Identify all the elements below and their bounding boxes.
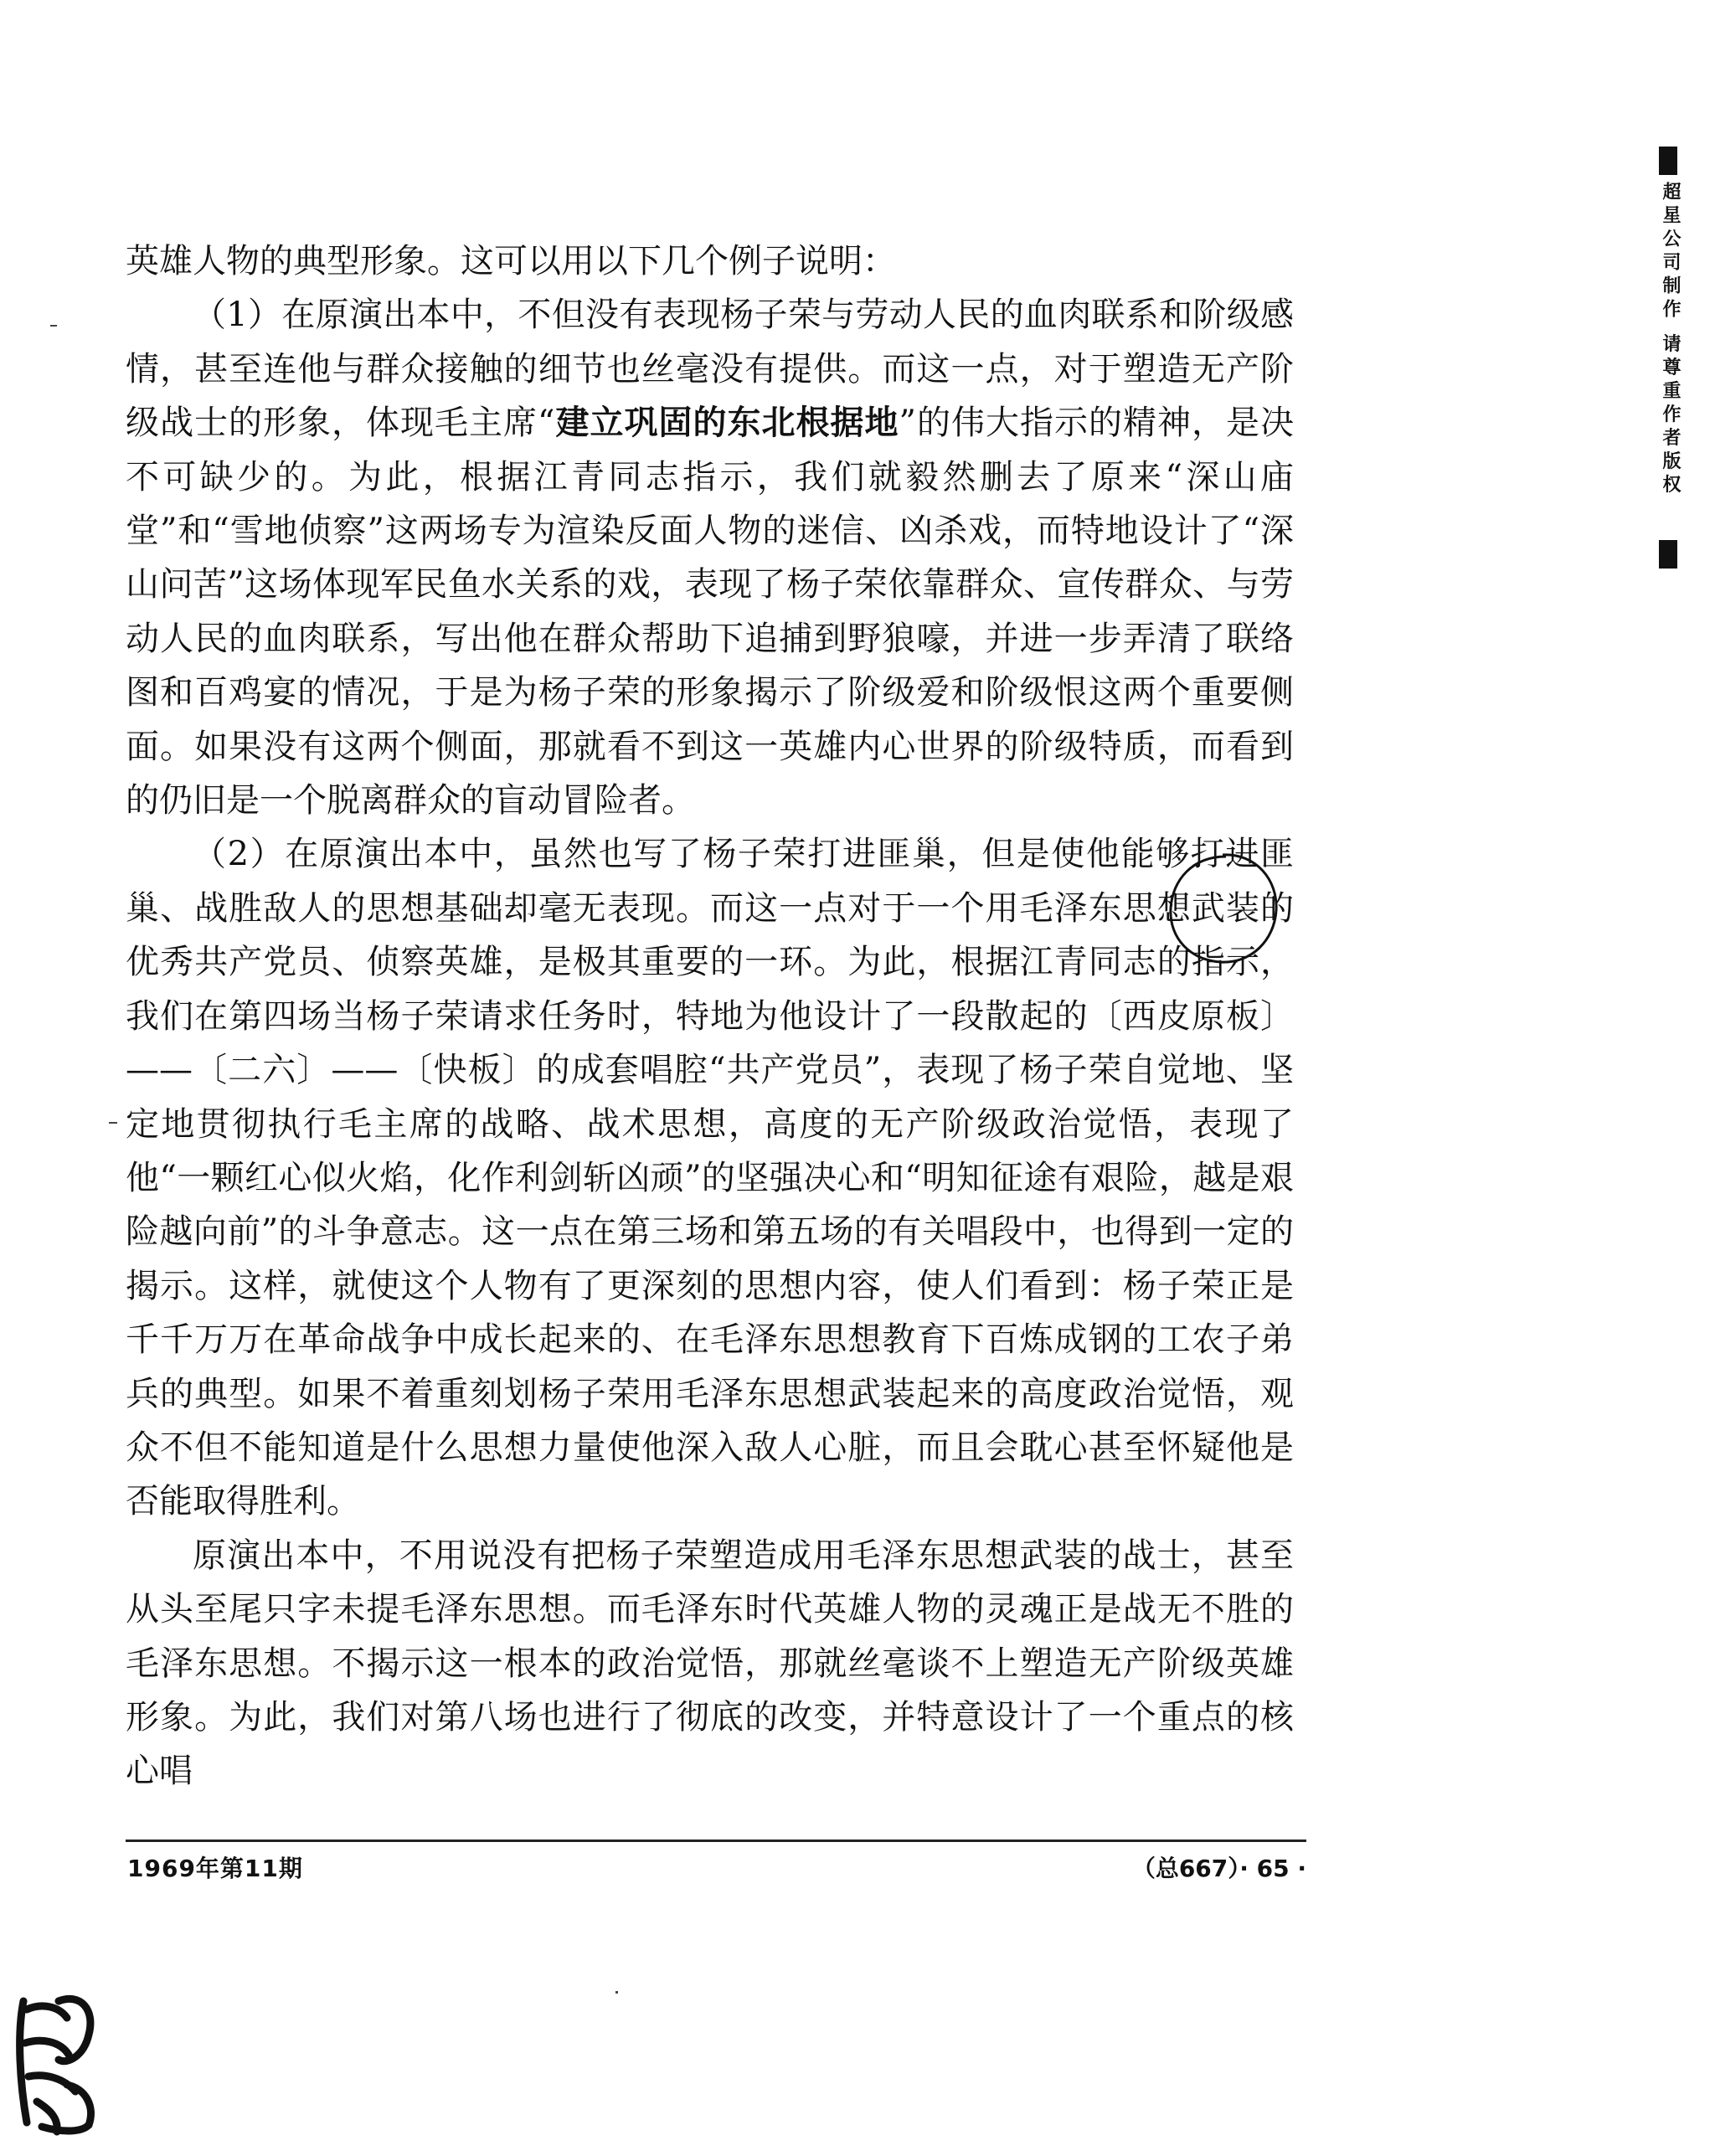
handwritten-circle-mark [1164, 850, 1281, 967]
footer-rule [126, 1840, 1306, 1842]
issue-label: 1969年第11期 [127, 1855, 303, 1882]
paragraph-3 [126, 1529, 1294, 1798]
scan-speck [109, 1122, 117, 1124]
side-bar-bottom [1659, 540, 1677, 569]
side-bar-top [1659, 147, 1677, 175]
emphasized-quote: 建立巩固的东北根据地 [554, 403, 899, 443]
side-watermark [1654, 147, 1689, 569]
text-run: （1）在原演出本中，不但没有表现杨子荣与劳动人民的血肉联系和阶级感情，甚至连他与群众接触的细节也丝毫没有提供。而这一点，对于塑造无产阶级战士的形象，体现毛主席“ [126, 296, 1294, 443]
seal-stamp-icon [8, 1984, 105, 2139]
text-run: （2）在原演出本中，虽然也写了杨子荣打进匪巢，但是使他能够打进匪巢、战胜敌人的思想基础却毫无表现。而这一点对于一个用毛泽东思想武装的优秀共产党员、侦察英雄，是极其重要的一环。为此，根据江青同志的指示，我们在第四场当杨子荣请求任务时，特地为他设计了一段散起的〔西皮原板〕——〔二六〕——〔快板〕的成套唱腔“共产党员”，表现了杨子荣自觉地、坚定地贯彻执行毛主席的战略、战术思想，高度的无产阶级政治觉悟，表现了他“一颗红心似火焰，化作利剑斩凶顽”的坚强决心和“明知征途有艰险，越是艰险越向前”的斗争意志。这一点在第三场和第五场的有关唱段中，也得到一定的揭示。这样，就使这个人物有了更深刻的思想内容，使人们看到：杨子荣正是千千万万在革命战争中成长起来的、在毛泽东思想教育下百炼成钢的工农子弟兵的典型。如果不着重刻划杨子荣用毛泽东思想武装起来的高度政治觉悟，观众不但不能知道是什么思想力量使他深入敌人心脏，而且会耽心甚至怀疑他是否能取得胜利。 [126, 835, 1294, 1521]
text-run: 原演出本中，不用说没有把杨子荣塑造成用毛泽东思想武装的战士，甚至从头至尾只字未提毛泽东思想。而毛泽东时代英雄人物的灵魂正是战无不胜的毛泽东思想。不揭示这一根本的政治觉悟，那就丝毫谈不上塑造无产阶级英雄形象。为此，我们对第八场也进行了彻底的改变，并特意设计了一个重点的核心唱 [126, 1536, 1294, 1791]
page-number: （总667）· 65 · [1131, 1855, 1306, 1882]
side-watermark-text: 超星公司制作 请尊重作者版权 [1660, 182, 1681, 498]
scan-speck [50, 325, 57, 327]
text-run: 英雄人物的典型形象。这可以用以下几个例子说明： [126, 242, 896, 280]
article-body [126, 234, 1294, 1798]
text-run: ”的伟大指示的精神，是决不可缺少的。为此，根据江青同志指示，我们就毅然删去了原来“深山庙堂”和“雪地侦察”这两场专为渲染反面人物的迷信、凶杀戏，而特地设计了“深山问苦”这场体现军民鱼水关系的戏，表现了杨子荣依靠群众、宣传群众、与劳动人民的血肉联系，写出他在群众帮助下追捕到野狼嚎，并进一步弄清了联络图和百鸡宴的情况，于是为杨子荣的形象揭示了阶级爱和阶级恨这两个重要侧面。如果没有这两个侧面，那就看不到这一英雄内心世界的阶级特质，而看到的仍旧是一个脱离群众的盲动冒险者。 [126, 404, 1294, 821]
paragraph-1 [126, 288, 1294, 827]
paragraph-2 [126, 827, 1294, 1528]
paragraph-0 [126, 234, 1294, 288]
scan-speck [615, 1991, 618, 1994]
